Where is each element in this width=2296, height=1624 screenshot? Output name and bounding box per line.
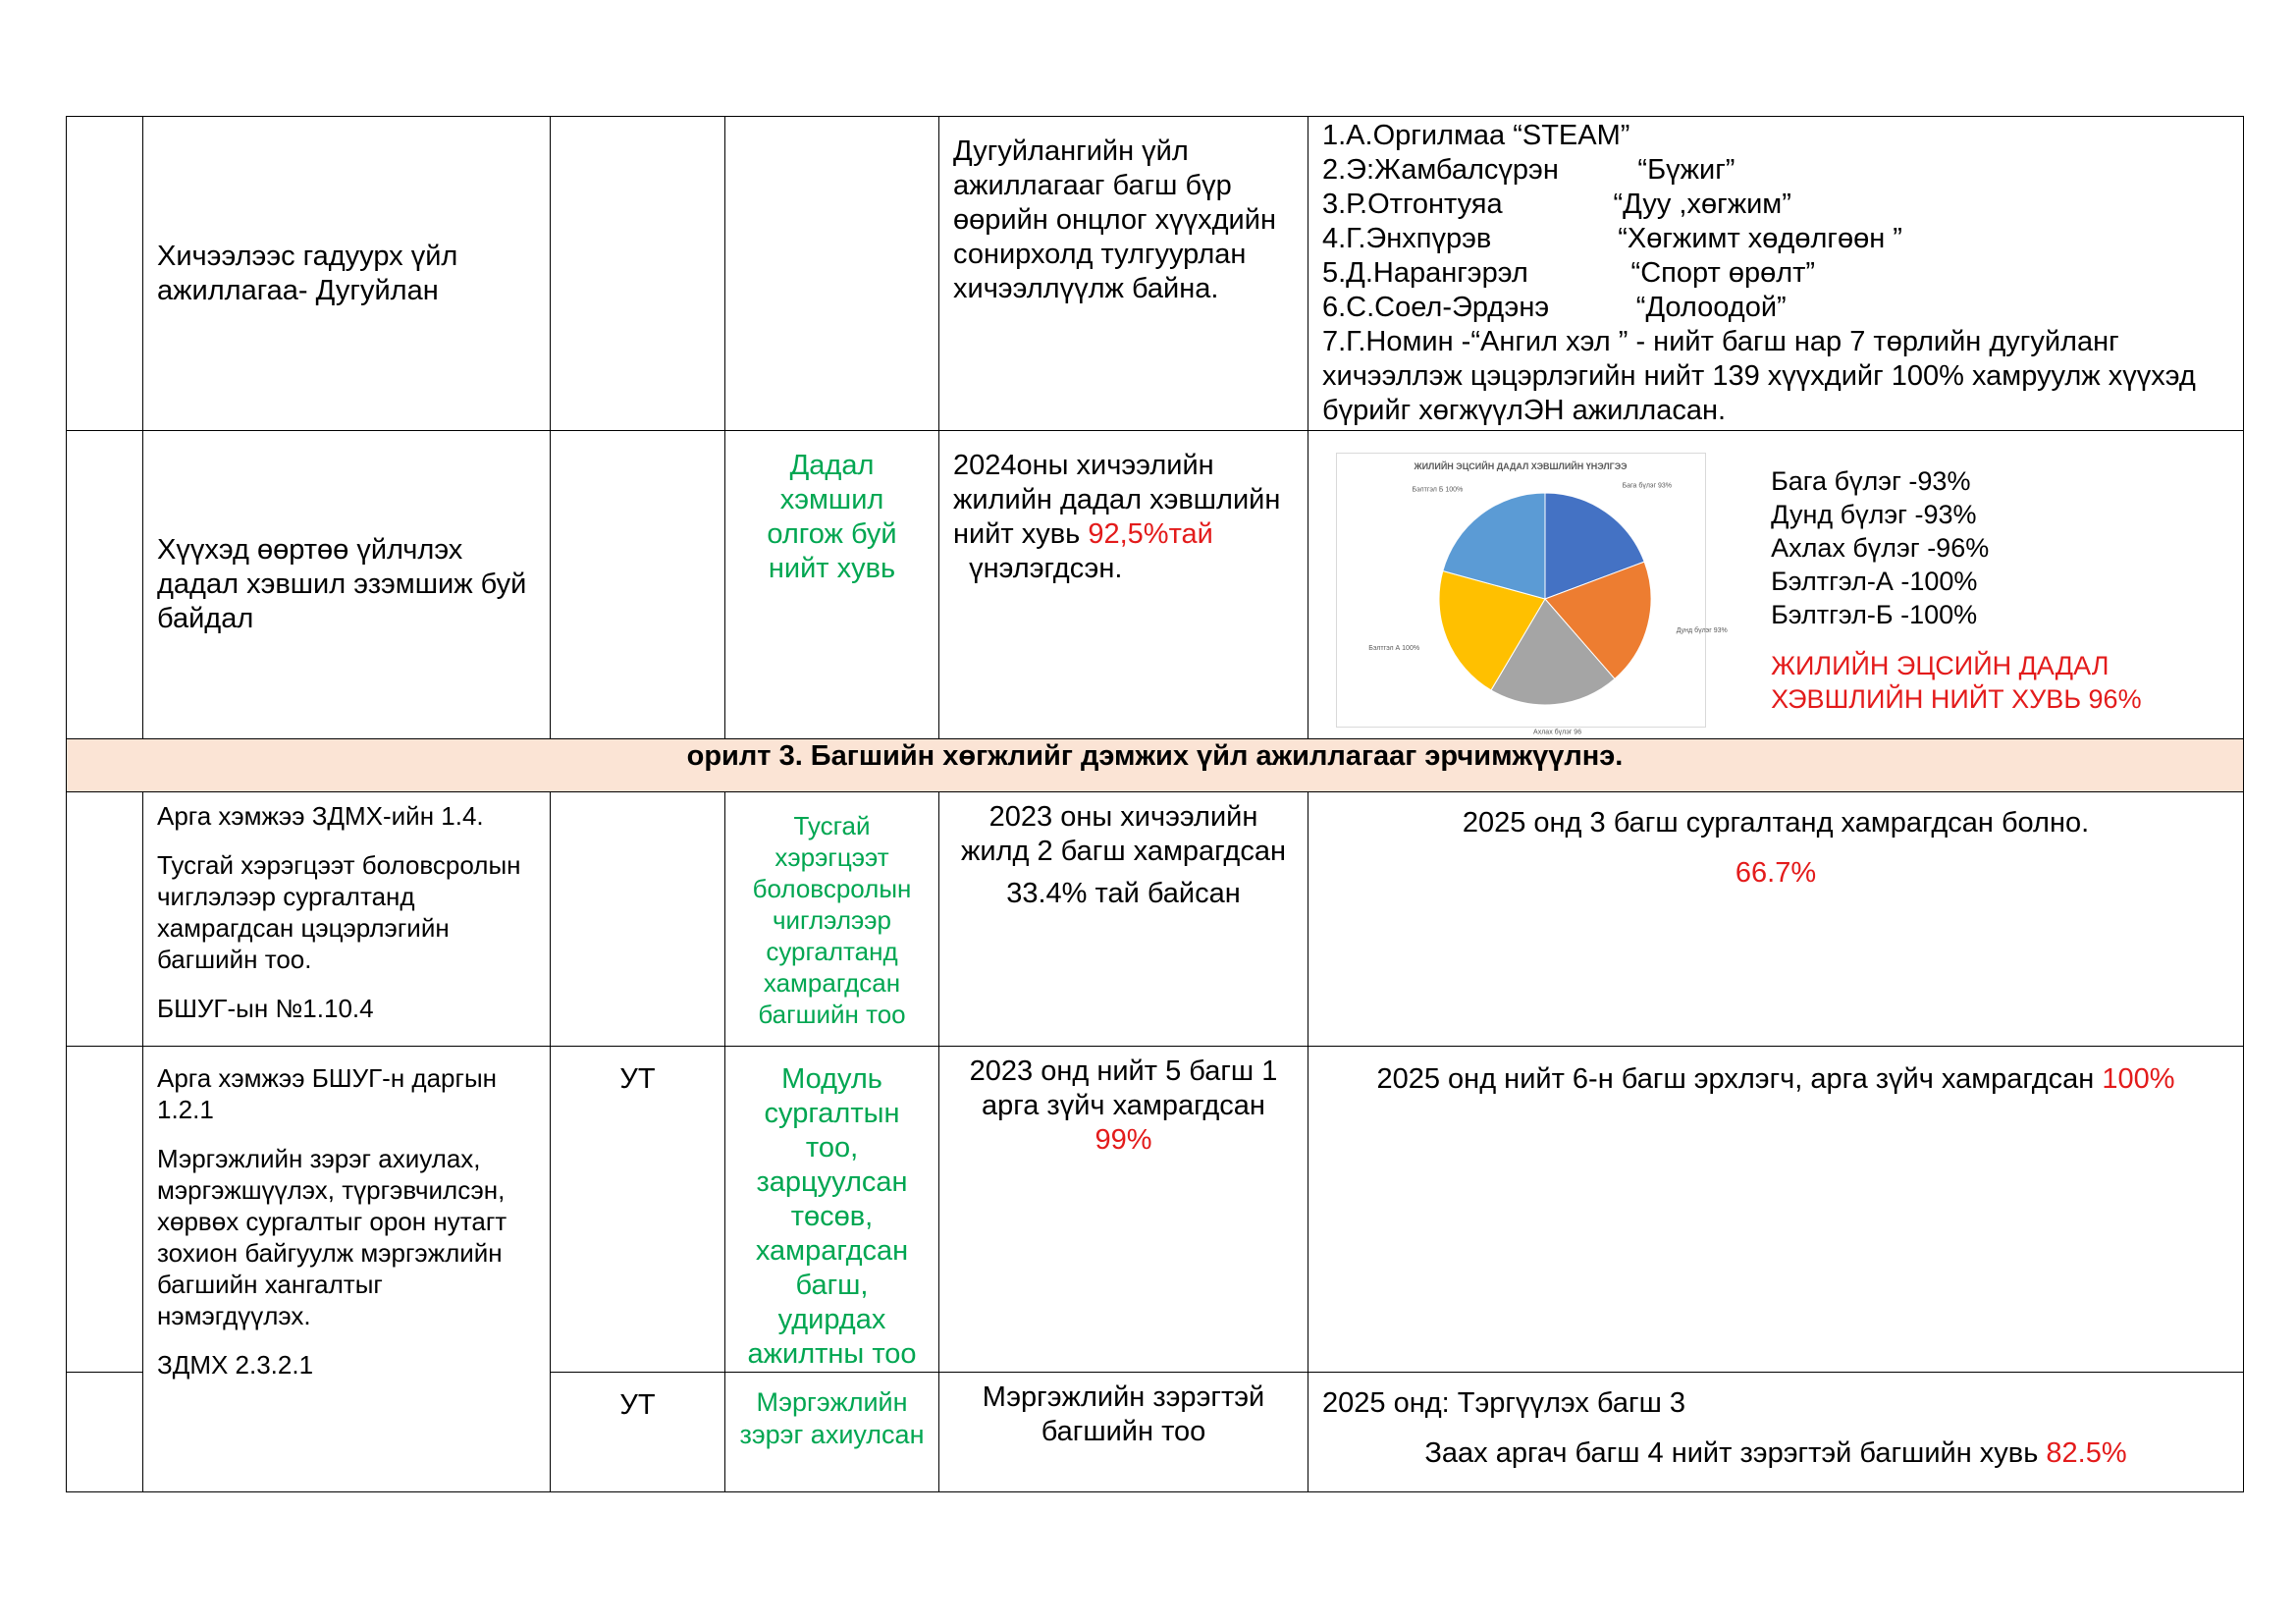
table-row (67, 1047, 2244, 1373)
club-line: 6.С.Соел-Эрдэнэ “Долоодой” (1322, 292, 1787, 323)
club-line: 3.Р.Отгонтуяа “Дуу ,хөгжим” (1322, 189, 1791, 220)
indicator-cell (725, 792, 939, 1047)
baseline-cell (939, 1047, 1308, 1373)
row-number-cell (67, 1373, 143, 1492)
result-percent: 82.5% (2046, 1437, 2127, 1469)
legend-line: Ахлах бүлэг -96% (1771, 533, 1990, 563)
indicator-cell (725, 431, 939, 739)
baseline-percent: 99% (1095, 1124, 1152, 1156)
legend-line: Бэлтгэл-А -100% (1771, 567, 1978, 596)
baseline-text: Дугуйлангийн үйл ажиллагааг багш бүр өөрийн онцлог хүүхдийн сонирхолд тулгуурлан хичээллүүлж байна. (953, 135, 1276, 304)
pie-slice-label: Бэлтгэл А 100% (1368, 644, 1420, 652)
row-number-cell (67, 1047, 143, 1373)
result-cell (1308, 792, 2244, 1047)
indicator-text: Дадал хэмшил олгож буй нийт хувь (767, 450, 897, 584)
result-cell (1308, 117, 2244, 431)
baseline-cell (939, 1373, 1308, 1492)
row-number-cell (67, 431, 143, 739)
baseline-percent: 33.4% тай байсан (1006, 878, 1241, 909)
activity-cell (143, 1047, 551, 1492)
baseline-cell (939, 792, 1308, 1047)
indicator-cell (725, 1047, 939, 1373)
responsible-cell (551, 1373, 725, 1492)
table-row (67, 117, 2244, 431)
indicator-text: Тусгай хэрэгцээт боловсролын чиглэлээр сургалтанд хамрагдсан багшийн тоо (752, 811, 912, 1029)
pie-slice-label: Ахлах бүлэг 96 (1533, 729, 1582, 736)
result-text: 2025 онд 3 багш сургалтанд хамрагдсан болно. (1462, 807, 2090, 839)
result-cell (1308, 1373, 2244, 1492)
responsible-cell (551, 1047, 725, 1373)
row-number-cell (67, 792, 143, 1047)
activity-cell (143, 792, 551, 1047)
section-row (67, 739, 2244, 792)
pie-slice-label: Дунд бүлэг 93% (1676, 626, 1728, 634)
measure-code: Арга хэмжээ БШУГ-н даргын 1.2.1 (157, 1063, 498, 1124)
result-text: 2025 онд нийт 6-н багш эрхлэгч, арга зүйч хамрагдсан (1376, 1063, 2103, 1095)
summary-text: ЖИЛИЙН ЭЦСИЙН ДАДАЛ ХЭВШЛИЙН НИЙТ ХУВЬ 96% (1771, 651, 2142, 714)
pie-slice-label: Бэлтгэл Б 100% (1412, 486, 1464, 494)
measure-description: Тусгай хэрэгцээт боловсролын чиглэлээр сургалтанд хамрагдсан цэцэрлэгийн багшийн тоо. (157, 850, 521, 974)
responsible-text: УТ (619, 1063, 656, 1095)
result-cell (1308, 431, 2244, 739)
baseline-percent: 92,5%тай (1088, 518, 1213, 550)
baseline-text: Мэргэжлийн зэрэгтэй багшийн тоо (982, 1381, 1265, 1447)
result-text: 2025 онд: Тэргүүлэх багш 3 (1322, 1387, 1686, 1419)
result-line (1322, 1436, 2229, 1471)
result-percent: 66.7% (1735, 857, 1817, 889)
plan-table (66, 116, 2244, 1492)
baseline-tail: үнэлэгдсэн. (953, 553, 1123, 584)
chart-legend (1771, 464, 2183, 716)
result-text-2: Заах аргач багш 4 нийт зэрэгтэй багшийн хувь (1424, 1437, 2047, 1469)
measure-reference: ЗДМХ 2.3.2.1 (157, 1350, 314, 1380)
legend-line: Бага бүлэг -93% (1771, 466, 1971, 496)
measure-reference: БШУГ-ын №1.10.4 (157, 994, 374, 1023)
baseline-text: 2023 онд нийт 5 багш 1 арга зүйч хамрагдсан (969, 1056, 1278, 1121)
measure-description: Мэргэжлийн зэрэг ахиулах, мэргэжшүүлэх, түргэвчилсэн, хөрвөх сургалтыг орон нутагт зохион байгуулж мэргэжлийн багшийн хангалтыг нэмэгдүүлэх. (157, 1144, 507, 1330)
legend-line: Дунд бүлэг -93% (1771, 500, 1977, 529)
activity-text: Хүүхэд өөртөө үйлчлэх дадал хэвшил эзэмшиж буй байдал (157, 534, 527, 634)
club-line: 5.Д.Нарангэрэл “Спорт өрөлт” (1322, 257, 1816, 289)
pie-chart (1336, 453, 1728, 736)
responsible-cell (551, 117, 725, 431)
row-number-cell (67, 117, 143, 431)
activity-text: Хичээлээс гадуурх үйл ажиллагаа- Дугуйлан (157, 240, 458, 306)
indicator-cell (725, 1373, 939, 1492)
pie-slice-label: Бага бүлэг 93% (1622, 482, 1673, 490)
result-cell (1308, 1047, 2244, 1373)
activity-cell (143, 431, 551, 739)
activity-cell (143, 117, 551, 431)
responsible-cell (551, 431, 725, 739)
baseline-cell (939, 117, 1308, 431)
responsible-text: УТ (619, 1389, 656, 1421)
club-line: 2.Э:Жамбалсүрэн “Бүжиг” (1322, 154, 1735, 186)
legend-line: Бэлтгэл-Б -100% (1771, 600, 1978, 629)
indicator-text: Модуль сургалтын тоо, зарцуулсан төсөв, хамрагдсан багш, удирдах ажилтны тоо (747, 1063, 917, 1370)
table-row (67, 431, 2244, 739)
baseline-text: 2024оны хичээлийн жилийн дадал хэвшлийн нийт хувь (953, 450, 1281, 550)
indicator-text: Мэргэжлийн зэрэг ахиулсан (739, 1387, 925, 1449)
table-row (67, 792, 2244, 1047)
baseline-text: 2023 оны хичээлийн жилд 2 багш хамрагдсан (961, 801, 1286, 867)
club-line: 7.Г.Номин -“Ангил хэл ” - нийт багш нар 7 төрлийн дугуйланг хичээллэж цэцэрлэгийн нийт 139 хүүхдийг 100% хамруулж хүүхэд бүрийг хөгжүүлЭН ажилласан. (1322, 326, 2196, 426)
chart-title: ЖИЛИЙН ЭЦСИЙН ДАДАЛ ХЭВШЛИЙН ҮНЭЛГЭЭ (1414, 461, 1628, 471)
responsible-cell (551, 792, 725, 1047)
club-line: 4.Г.Энхпүрэв “Хөгжимт хөдөлгөөн ” (1322, 223, 1902, 254)
result-percent: 100% (2102, 1063, 2175, 1095)
club-line: 1.А.Оргилмаа “STEAM” (1322, 120, 1630, 151)
indicator-cell (725, 117, 939, 431)
baseline-cell (939, 431, 1308, 739)
measure-code: Арга хэмжээ ЗДМХ-ийн 1.4. (157, 801, 484, 831)
section-title: орилт 3. Багшийн хөгжлийг дэмжих үйл ажиллагааг эрчимжүүлнэ. (67, 739, 2244, 792)
pie-chart-svg (1337, 454, 1728, 736)
